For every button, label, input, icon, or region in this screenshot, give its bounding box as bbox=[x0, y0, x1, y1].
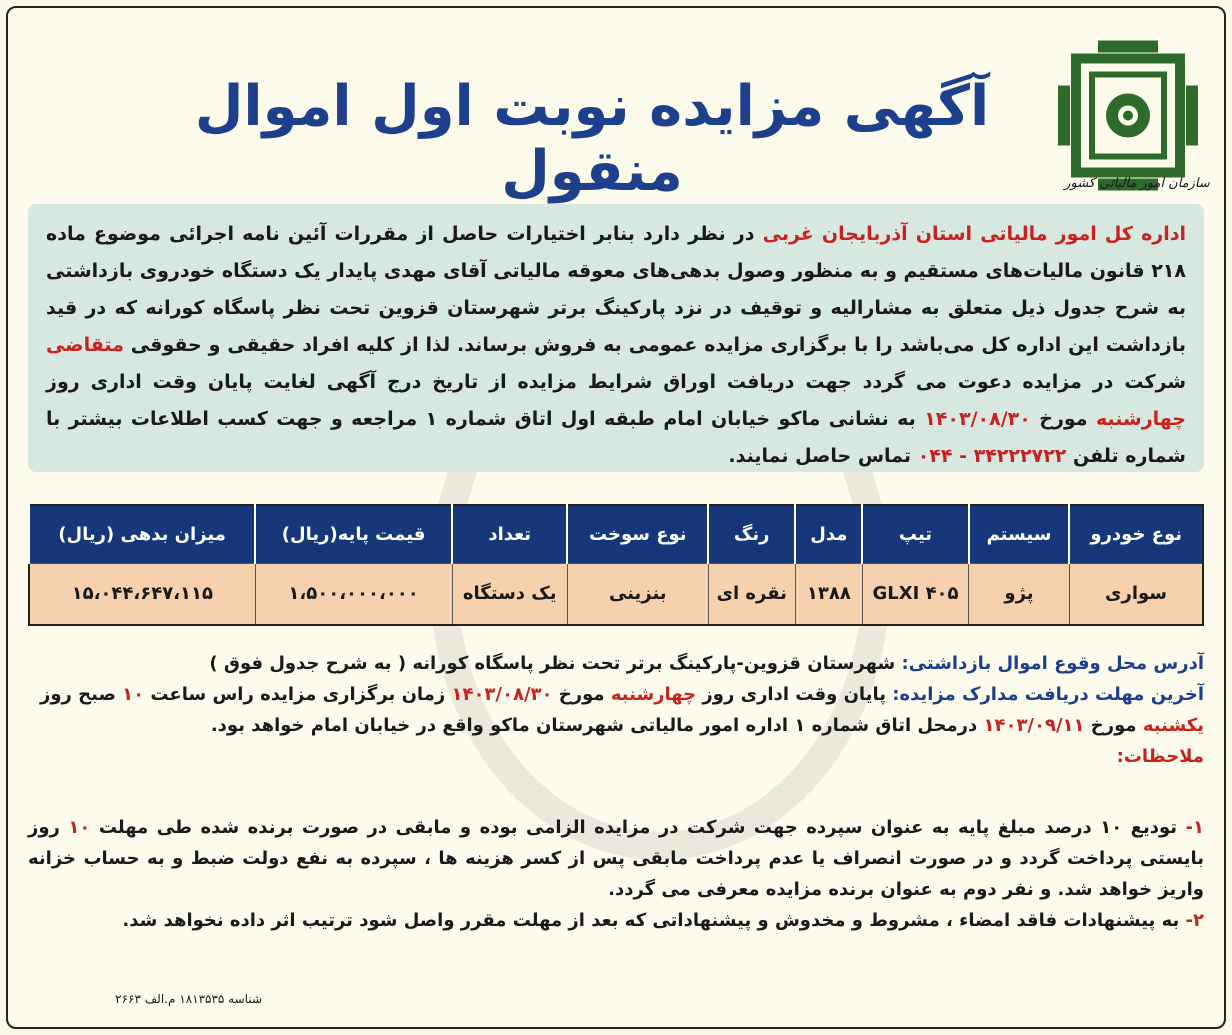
deadline-text-1: پایان وقت اداری روز bbox=[696, 684, 893, 705]
intro-text-1: در نظر دارد بنابر اختیارات حاصل از مقررات آئین نامه اجرائی موضوع ماده ۲۱۸ قانون مالیات‌های مستقیم و به منظور وصول بدهی‌های معوقه مالیاتی آقای مهدی پایدار یک دستگاه خودروی بازداشتی به شرح جدول ذیل متعلق به مشارالیه و توقیف در نزد پارکینگ برتر شهرستان قزوین تحت نظر پاسگاه کورانه که در قید بازداشت این اداره کل می‌باشد را با برگزاری مزایده عمومی به فروش برساند. لذا از کلیه افراد حقیقی و حقوقی bbox=[46, 223, 1186, 356]
table-header: سیستم bbox=[969, 505, 1070, 563]
intro-paragraph bbox=[28, 204, 1204, 472]
intro-day: چهارشنبه bbox=[1095, 408, 1186, 430]
intro-date: ۱۴۰۳/۰۸/۳۰ bbox=[924, 408, 1031, 430]
deadline-date: ۱۴۰۳/۰۸/۳۰ bbox=[451, 684, 553, 705]
table-header-row bbox=[29, 505, 1203, 563]
deadline-day: چهارشنبه bbox=[610, 684, 697, 705]
address-label: آدرس محل وقوع اموال بازداشتی: bbox=[901, 653, 1204, 674]
note-item bbox=[28, 905, 1204, 936]
note-text-1: تودیع ۱۰ درصد مبلغ پایه به عنوان سپرده جهت شرکت در مزایده الزامی بوده و مابقی در صورت برنده شده طی مهلت bbox=[90, 817, 1186, 838]
table-row bbox=[29, 563, 1203, 625]
intro-text-3: مورخ bbox=[1030, 408, 1096, 430]
table-cell: ۱۵،۰۴۴،۶۴۷،۱۱۵ bbox=[29, 563, 255, 625]
table-header: مدل bbox=[795, 505, 862, 563]
table-header: نوع سوخت bbox=[567, 505, 708, 563]
table-header: نوع خودرو bbox=[1069, 505, 1203, 563]
table-cell: ۱۳۸۸ bbox=[795, 563, 862, 625]
deadline-text-3: زمان برگزاری مزایده راس ساعت bbox=[144, 684, 452, 705]
table-cell: پژو bbox=[969, 563, 1070, 625]
address-line bbox=[28, 648, 1204, 679]
table-cell: بنزینی bbox=[567, 563, 708, 625]
table-cell: ۱،۵۰۰،۰۰۰،۰۰۰ bbox=[255, 563, 452, 625]
table-header: تعداد bbox=[452, 505, 567, 563]
deadline-line bbox=[28, 679, 1204, 741]
note-text-3: به پیشنهادات فاقد امضاء ، مشروط و مخدوش و پیشنهاداتی که بعد از مهلت مقرر واصل شود ترتیب اثر داده نخواهد شد. bbox=[122, 910, 1186, 931]
table-header: قیمت پایه(ریال) bbox=[255, 505, 452, 563]
table-cell: نقره ای bbox=[708, 563, 795, 625]
address-text: شهرستان قزوین-پارکینگ برتر تحت نظر پاسگاه کورانه ( به شرح جدول فوق ) bbox=[209, 653, 902, 674]
header bbox=[20, 16, 1212, 204]
table-cell: سواری bbox=[1069, 563, 1203, 625]
logo-caption: سازمان امور مالیاتی کشور bbox=[1064, 176, 1210, 191]
deadline-text-5: مورخ bbox=[1084, 715, 1143, 736]
vehicle-table bbox=[28, 504, 1204, 626]
note-number: ۱- bbox=[1185, 817, 1204, 838]
intro-text-4: به نشانی ماکو خیابان امام طبقه اول اتاق شماره ۱ مراجعه و جهت کسب اطلاعات بیشتر با شماره تلفن bbox=[46, 408, 1186, 467]
intro-text-5: تماس حاصل نمایند. bbox=[728, 445, 918, 467]
intro-text-2: شرکت در مزایده دعوت می گردد جهت دریافت اوراق شرایط مزایده از تاریخ درج آگهی لغایت پایان وقت اداری روز bbox=[46, 371, 1186, 393]
notes-label: ملاحظات: bbox=[1116, 746, 1204, 767]
table-header: میزان بدهی (ریال) bbox=[29, 505, 255, 563]
note-number: ۲- bbox=[1185, 910, 1204, 931]
note-text-2: روز بایستی پرداخت گردد و در صورت انصراف یا عدم پرداخت مابقی پس از کسر هزینه ها ، سپرده به نفع دولت ضبط و به حساب خزانه واریز خواهد شد. و نفر دوم به عنوان برنده مزایده معرفی می گردد. bbox=[28, 817, 1204, 900]
deadline-text-2: مورخ bbox=[552, 684, 611, 705]
page-title: آگهی مزایده نوبت اول اموال منقول bbox=[194, 74, 990, 204]
footer-id: شناسه ۱۸۱۳۵۳۵ م.الف ۲۶۶۳ bbox=[115, 992, 262, 1006]
intro-applicant: متقاضی bbox=[46, 334, 124, 356]
table-header: تیپ bbox=[862, 505, 968, 563]
table-header: رنگ bbox=[708, 505, 795, 563]
auction-details bbox=[28, 648, 1204, 772]
note-days: ۱۰ bbox=[68, 817, 91, 838]
auction-date: ۱۴۰۳/۰۹/۱۱ bbox=[983, 715, 1085, 736]
auction-hour: ۱۰ bbox=[122, 684, 145, 705]
table-cell: ۴۰۵ GLXI bbox=[862, 563, 968, 625]
office-name: اداره کل امور مالیاتی استان آذربایجان غربی bbox=[762, 223, 1187, 245]
auction-day: یکشنبه bbox=[1142, 715, 1204, 736]
deadline-text-4: صبح روز bbox=[39, 684, 123, 705]
deadline-text-6: درمحل اتاق شماره ۱ اداره امور مالیاتی شهرستان ماکو واقع در خیابان امام خواهد بود. bbox=[210, 715, 984, 736]
notes-list bbox=[28, 812, 1204, 936]
table-cell: یک دستگاه bbox=[452, 563, 567, 625]
intro-phone: ۳۴۲۲۲۷۲۲ - ۰۴۴ bbox=[917, 445, 1067, 467]
note-item bbox=[28, 812, 1204, 905]
deadline-label: آخرین مهلت دریافت مدارک مزایده: bbox=[892, 684, 1204, 705]
